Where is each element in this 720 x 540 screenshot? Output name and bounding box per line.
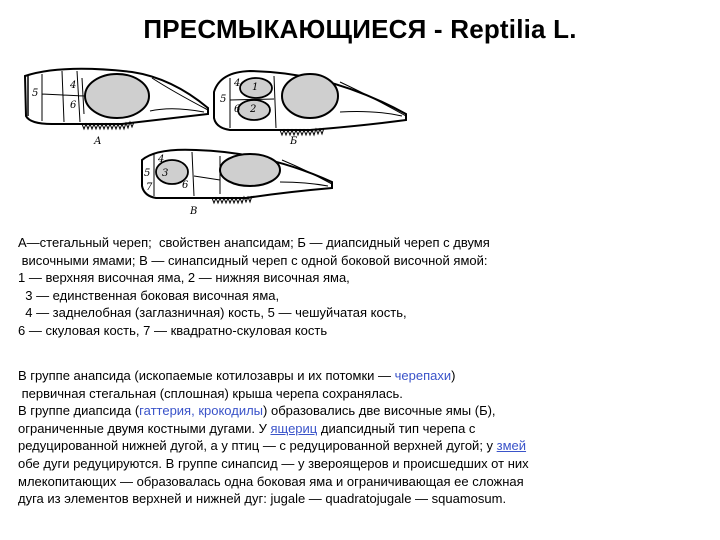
caption-line: 1 — верхняя височная яма, 2 — нижняя височная яма, [18, 270, 350, 286]
skull-c-number: 3 [162, 168, 169, 179]
skull-a-number: 4 [70, 80, 77, 91]
skull-b-number: 2 [250, 104, 257, 115]
skull-c-number: 6 [182, 180, 189, 191]
lizards-link[interactable]: ящериц [270, 420, 318, 436]
paragraph-text: ) [451, 368, 456, 383]
paragraph-line: млекопитающих — образовалась одна боковая яма и ограничивающая ее сложная [18, 473, 524, 489]
tuatara-crocodiles-link[interactable]: гаттерия, крокодилы [139, 403, 264, 419]
skull-c-number: 7 [146, 182, 153, 193]
paragraph-line [18, 402, 708, 420]
snakes-link[interactable]: змей [496, 438, 527, 454]
paragraph-line [18, 437, 708, 455]
figure-caption [18, 234, 708, 340]
figure-label-a: А [94, 136, 102, 147]
skull-b-number: 5 [220, 94, 227, 105]
caption-line: 3 — единственная боковая височная яма, [18, 287, 280, 303]
synapsid-skull-drawing [136, 146, 336, 216]
skull-figure-c [136, 146, 336, 216]
caption-line: 4 — заднелобная (заглазничная) кость, 5 — чешуйчатая кость, [18, 305, 407, 321]
paragraph-line [18, 367, 708, 385]
figure-label-c: В [190, 206, 198, 217]
skull-a-number: 6 [70, 100, 77, 111]
paragraph-line [18, 420, 708, 438]
caption-line: 6 — скуловая кость, 7 — квадратно-скуловая кость [18, 322, 328, 338]
anapsid-skull-drawing [22, 66, 212, 156]
turtles-link[interactable]: черепахи [394, 368, 452, 383]
paragraph-line: дуга из элементов верхней и нижней дуг: jugale — quadratojugale — squamosum. [18, 491, 507, 507]
skull-figure-b [210, 68, 410, 148]
caption-line: височными ямами; В — синапсидный череп с одной боковой височной ямой: [18, 252, 488, 268]
paragraph-line: первичная стегальная (сплошная) крыша черепа сохранялась. [18, 385, 403, 401]
paragraph-text: В группе анапсида (ископаемые котилозавры и их потомки — [18, 368, 395, 383]
paragraph-text: ограниченные двумя костными дугами. У [18, 420, 271, 436]
caption-line: А—стегальный череп; свойствен анапсидам; Б — диапсидный череп с двумя [18, 235, 490, 250]
skull-a-number: 5 [32, 88, 39, 99]
paragraph-text: редуцированной нижней дугой, а у птиц — с редуцированной верхней дугой; у [18, 438, 497, 454]
skull-figure-a [22, 66, 212, 156]
paragraph-text: В группе диапсида ( [18, 403, 140, 419]
skull-c-number: 4 [158, 154, 165, 165]
paragraph-text: ) образовались две височные ямы (Б), [263, 403, 496, 419]
body-paragraph [18, 367, 708, 508]
skull-b-number: 6 [234, 104, 241, 115]
skull-b-number: 4 [234, 78, 241, 89]
page-title: ПРЕСМЫКАЮЩИЕСЯ - Reptilia L. [143, 14, 577, 44]
paragraph-text: диапсидный тип черепа с [317, 420, 476, 436]
figure-label-b: Б [290, 136, 298, 147]
paragraph-line: обе дуги редуцируются. В группе синапсид — у звероящеров и происшедших от них [18, 455, 529, 471]
skull-c-number: 5 [144, 168, 151, 179]
skull-b-number: 1 [252, 82, 259, 93]
